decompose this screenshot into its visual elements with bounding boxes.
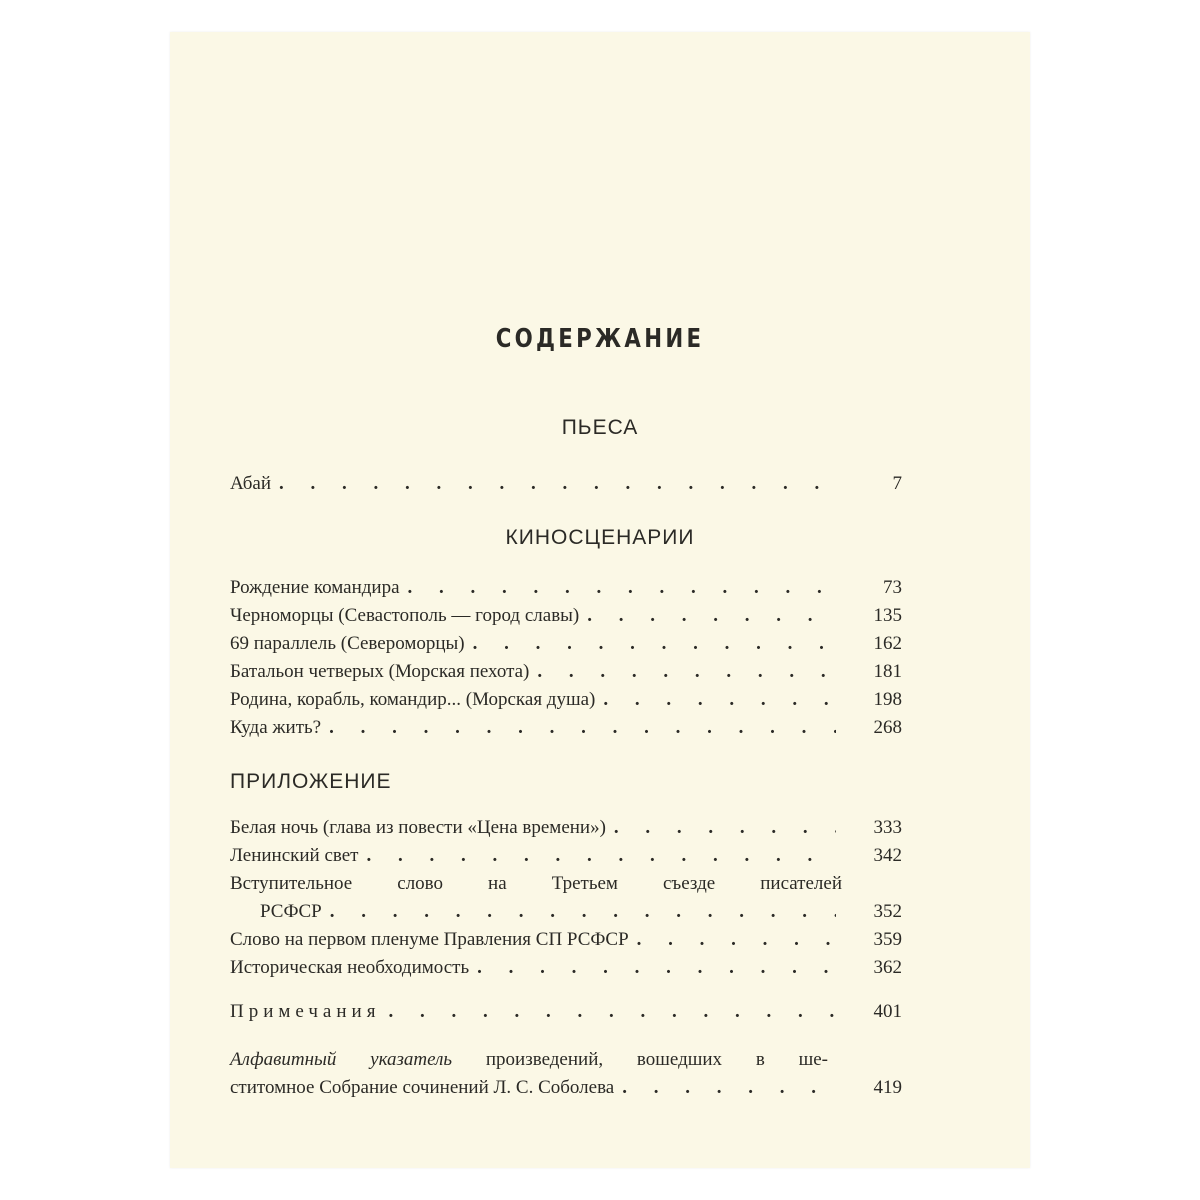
toc-entry-page: 135 — [873, 605, 902, 626]
dot-leader — [587, 602, 836, 630]
toc-entry-page: 162 — [873, 633, 902, 654]
index-title-rest: произведений, вошедших в ше- — [485, 1049, 829, 1070]
book-page — [170, 32, 1030, 1168]
toc-entry-page: 198 — [873, 689, 902, 710]
toc-entry-title: Рождение командира — [230, 577, 400, 598]
toc-list-screenplays — [230, 574, 902, 742]
dot-leader — [603, 686, 836, 714]
toc-entry-page: 419 — [873, 1077, 902, 1098]
toc-entry[interactable] — [230, 574, 902, 602]
toc-entry-page: 352 — [873, 901, 902, 922]
toc-entry-title: 69 параллель (Североморцы) — [230, 633, 465, 654]
section-heading-play: ПЬЕСА — [561, 416, 639, 439]
dot-leader — [279, 470, 836, 498]
toc-entry-title: Куда жить? — [230, 717, 322, 738]
toc-entry-page: 362 — [873, 957, 902, 978]
toc-entry[interactable] — [230, 926, 902, 954]
dot-leader — [330, 898, 836, 926]
dot-leader — [477, 954, 836, 982]
toc-entry-index[interactable] — [230, 1074, 902, 1102]
dot-leader — [366, 842, 836, 870]
index-italic-title: Алфавитный указатель — [230, 1049, 453, 1070]
toc-entry-title: Абай — [230, 473, 272, 494]
dot-leader — [388, 998, 836, 1026]
toc-entry-page: 73 — [883, 577, 902, 598]
section-heading-screenplays: КИНОСЦЕНАРИИ — [505, 526, 695, 549]
toc-entry[interactable] — [230, 470, 902, 498]
dot-leader — [537, 658, 836, 686]
index-entry-line2: ститомное Собрание сочинений Л. С. Соболева — [230, 1077, 615, 1098]
toc-entry-title: Слово на первом пленуме Правления СП РСФСР — [230, 929, 629, 950]
toc-list-play — [230, 470, 902, 498]
toc-entry-title-line1[interactable]: Вступительное слово на Третьем съезде писателей — [230, 873, 842, 894]
toc-entry[interactable] — [230, 602, 902, 630]
toc-list-notes — [230, 998, 902, 1026]
dot-leader — [329, 714, 836, 742]
toc-entry-page: 359 — [873, 929, 902, 950]
toc-entry[interactable] — [230, 686, 902, 714]
toc-list-index — [230, 1046, 902, 1102]
toc-entry-page: 342 — [873, 845, 902, 866]
toc-entry-page: 181 — [873, 661, 902, 682]
toc-entry-title: Родина, корабль, командир... (Морская душа) — [230, 689, 596, 710]
toc-entry-notes[interactable] — [230, 998, 902, 1026]
toc-entry-title-line2: РСФСР — [260, 901, 322, 922]
toc-entry-title: Историческая необходимость — [230, 957, 470, 978]
toc-entry-title: Ленинский свет — [230, 845, 359, 866]
toc-entry-title: Батальон четверых (Морская пехота) — [230, 661, 530, 682]
toc-entry[interactable] — [230, 714, 902, 742]
toc-entry-page: 7 — [892, 473, 902, 494]
toc-entry-page: 333 — [873, 817, 902, 838]
toc-list-appendix — [230, 814, 902, 982]
toc-entry[interactable] — [230, 658, 902, 686]
toc-entry[interactable] — [230, 954, 902, 982]
dot-leader — [614, 814, 836, 842]
toc-entry-page: 401 — [873, 1001, 902, 1022]
toc-entry[interactable] — [230, 842, 902, 870]
toc-entry[interactable] — [230, 630, 902, 658]
toc-entry-title: Черноморцы (Севастополь — город славы) — [230, 605, 580, 626]
dot-leader — [622, 1074, 836, 1102]
dot-leader — [408, 574, 836, 602]
toc-entry-page: 268 — [873, 717, 902, 738]
dot-leader — [473, 630, 836, 658]
index-entry-line1[interactable] — [230, 1046, 828, 1074]
dot-leader — [637, 926, 836, 954]
toc-entry[interactable] — [230, 814, 902, 842]
section-heading-appendix: ПРИЛОЖЕНИЕ — [230, 770, 392, 793]
toc-entry-title: Белая ночь (глава из повести «Цена времени») — [230, 817, 606, 838]
page-title: СОДЕРЖАНИЕ — [495, 324, 705, 354]
toc-entry[interactable] — [230, 898, 902, 926]
toc-entry-title: Примечания — [230, 1001, 381, 1022]
